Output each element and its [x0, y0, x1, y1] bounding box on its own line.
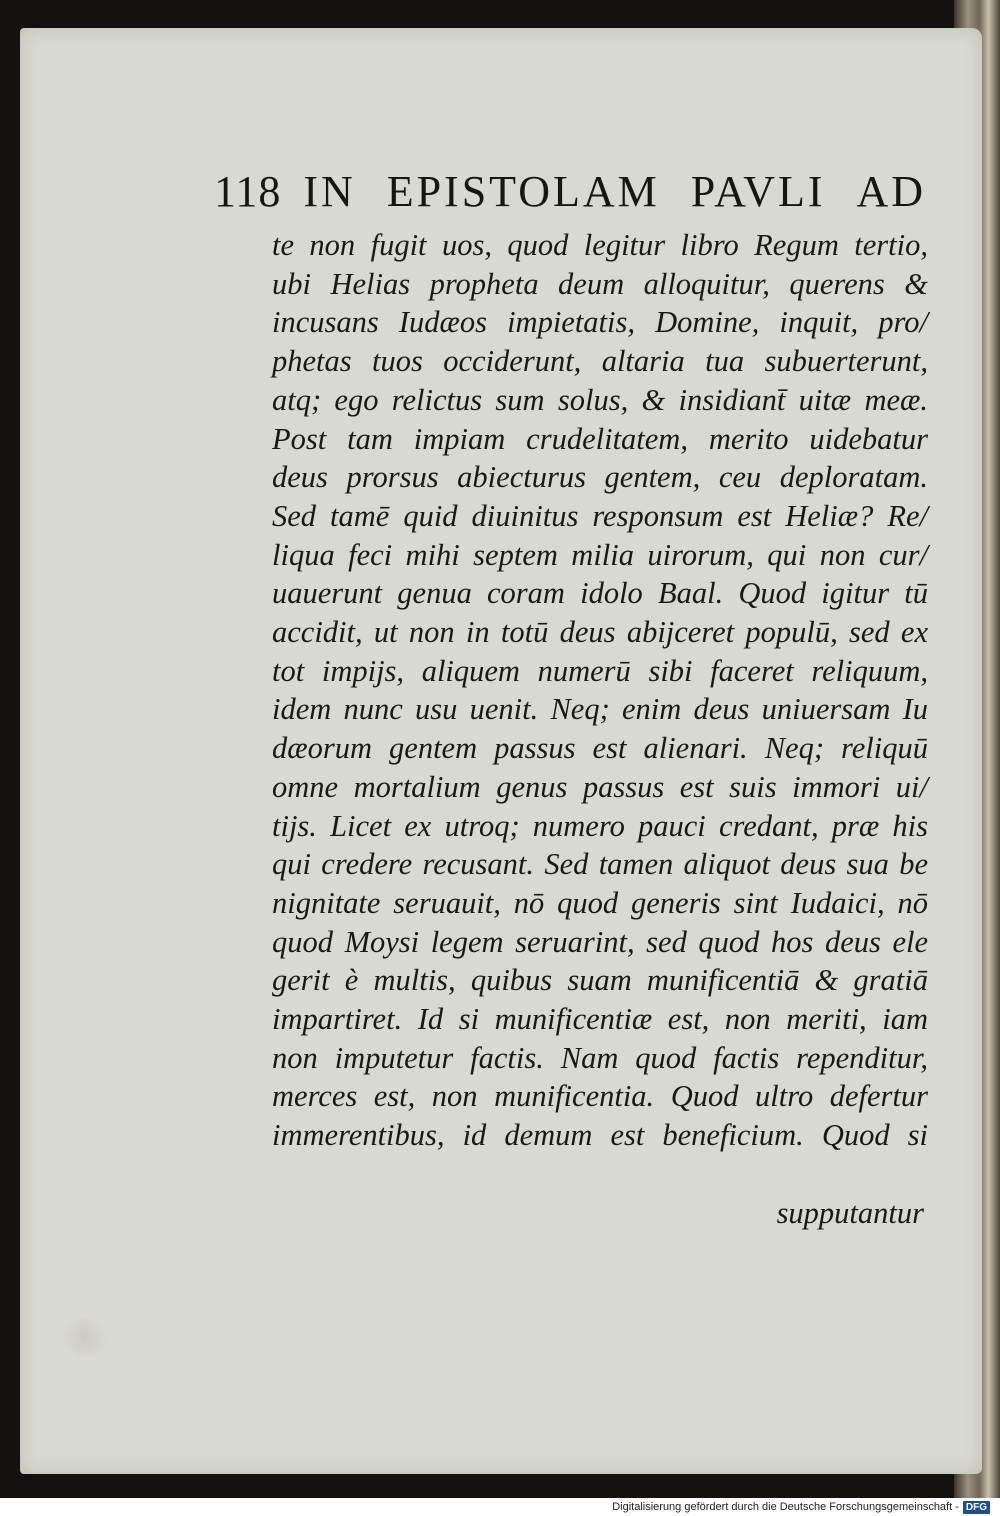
catchword: supputantur [776, 1196, 924, 1230]
text-line: deus prorsus abiecturus gentem, ceu deploratam. [272, 460, 928, 495]
paper-stain [60, 1318, 110, 1358]
text-line: atq; ego relictus sum solus, & insidiant̄ uitæ meæ. [272, 382, 928, 417]
text-line: Sed tamē quid diuinitus responsum est Heliæ? Re/ [272, 498, 928, 533]
running-head-word: EPISTOLAM [386, 167, 660, 216]
text-line: impartiret. Id si munificentiæ est, non meriti, iam [272, 1002, 928, 1037]
text-line: dæorum gentem passus est alienari. Neq; reliquū [272, 731, 928, 766]
dfg-logo: DFG [963, 1501, 990, 1514]
text-line: te non fugit uos, quod legitur libro Regum tertio, [272, 228, 928, 262]
page-number: 118 [214, 167, 282, 216]
text-line: uauerunt genua coram idolo Baal. Quod igitur tū [272, 576, 928, 611]
body-text [272, 226, 928, 1155]
text-line: idem nunc usu uenit. Neq; enim deus uniuersam Iu [272, 692, 928, 727]
page-header [214, 166, 926, 217]
running-head-word: AD [856, 167, 926, 216]
digitization-credit-bar [0, 1498, 1000, 1516]
text-line: merces est, non munificentia. Quod ultro defertur [272, 1079, 928, 1114]
running-head-word: IN [303, 167, 356, 216]
text-line: tijs. Licet ex utroq; numero pauci credant, præ his [272, 808, 928, 843]
running-head [303, 166, 926, 217]
text-line: tot impijs, aliquem numerū sibi faceret reliquum, [272, 653, 928, 688]
text-line: Post tam impiam crudelitatem, merito uidebatur [272, 421, 928, 456]
credit-text: Digitalisierung gefördert durch die Deutsche Forschungsgemeinschaft - [612, 1501, 959, 1513]
text-line: phetas tuos occiderunt, altaria tua subuerterunt, [272, 344, 928, 379]
running-head-word: PAVLI [690, 167, 826, 216]
text-line: gerit è multis, quibus suam munificentiā & gratiā [272, 963, 928, 998]
text-line: incusans Iudæos impietatis, Domine, inquit, pro/ [272, 305, 928, 340]
text-line: accidit, ut non in totū deus abijceret populū, sed ex [272, 615, 928, 650]
text-line: immerentibus, id demum est beneficium. Quod si [272, 1118, 928, 1153]
text-line: non imputetur factis. Nam quod factis rependitur, [272, 1040, 928, 1075]
text-line: quod Moysi legem seruarint, sed quod hos deus ele [272, 924, 928, 959]
text-line: qui credere recusant. Sed tamen aliquot deus sua be [272, 847, 928, 882]
text-line: liqua feci mihi septem milia uirorum, qui non cur/ [272, 537, 928, 572]
text-line: omne mortalium genus passus est suis immori ui/ [272, 769, 928, 804]
text-line: nignitate seruauit, nō quod generis sint Iudaici, nō [272, 885, 928, 920]
text-line: ubi Helias propheta deum alloquitur, querens & [272, 266, 928, 301]
